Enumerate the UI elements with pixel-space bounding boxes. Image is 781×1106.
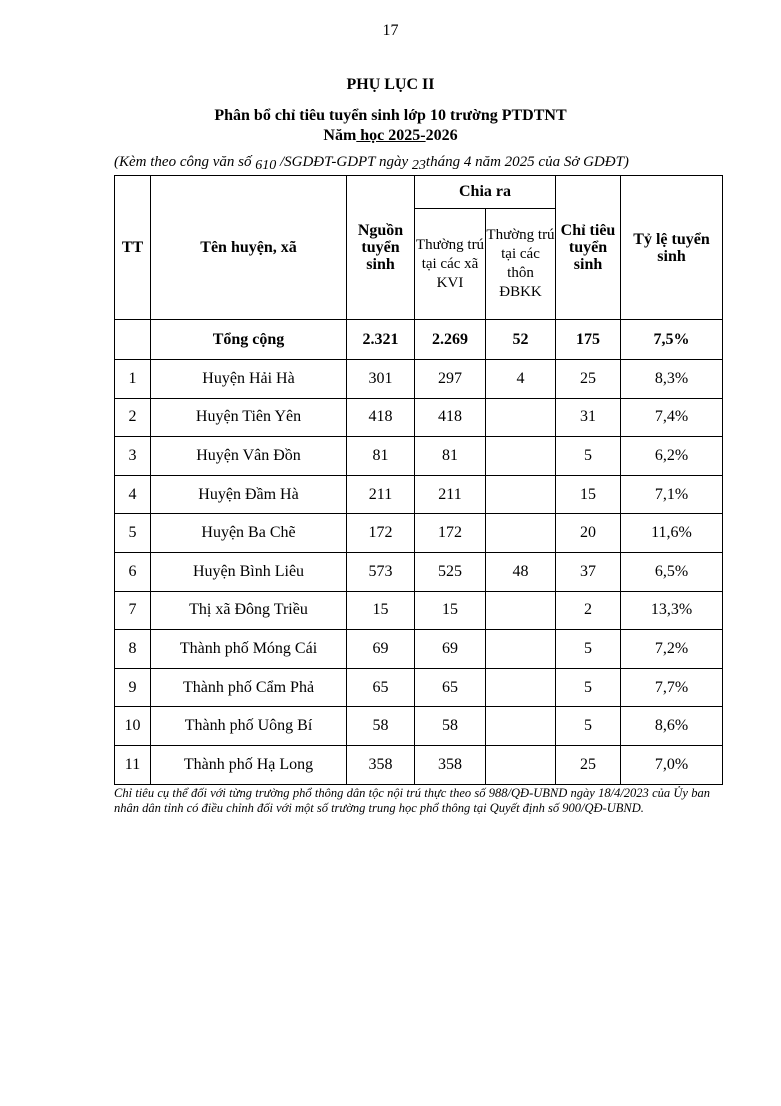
total-quota: 175 bbox=[556, 320, 621, 360]
row-dbkk bbox=[486, 514, 556, 553]
row-ratio: 8,3% bbox=[621, 360, 723, 399]
row-source: 211 bbox=[347, 475, 415, 514]
row-kvi: 211 bbox=[415, 475, 486, 514]
reference-part1: (Kèm theo công văn số bbox=[114, 154, 256, 170]
row-kvi: 15 bbox=[415, 591, 486, 630]
quota-table bbox=[114, 175, 723, 785]
total-tt bbox=[115, 320, 151, 360]
row-dbkk bbox=[486, 668, 556, 707]
row-quota: 20 bbox=[556, 514, 621, 553]
page-number: 17 bbox=[382, 22, 399, 39]
row-source: 172 bbox=[347, 514, 415, 553]
row-name: Huyện Ba Chẽ bbox=[151, 514, 347, 553]
row-name: Thành phố Hạ Long bbox=[151, 745, 347, 784]
row-tt: 8 bbox=[115, 630, 151, 669]
school-year-underlined: học 2025- bbox=[356, 127, 426, 144]
row-name: Thành phố Cẩm Phả bbox=[151, 668, 347, 707]
row-kvi: 297 bbox=[415, 360, 486, 399]
total-ratio: 7,5% bbox=[621, 320, 723, 360]
total-kvi: 2.269 bbox=[415, 320, 486, 360]
row-tt: 7 bbox=[115, 591, 151, 630]
row-ratio: 7,4% bbox=[621, 398, 723, 437]
row-kvi: 58 bbox=[415, 707, 486, 746]
row-ratio: 7,1% bbox=[621, 475, 723, 514]
row-ratio: 6,5% bbox=[621, 552, 723, 591]
row-quota: 15 bbox=[556, 475, 621, 514]
school-year-prefix: Năm bbox=[323, 127, 357, 144]
row-name: Huyện Tiên Yên bbox=[151, 398, 347, 437]
row-ratio: 13,3% bbox=[621, 591, 723, 630]
row-kvi: 358 bbox=[415, 745, 486, 784]
row-quota: 25 bbox=[556, 745, 621, 784]
table-row bbox=[115, 514, 723, 553]
row-source: 573 bbox=[347, 552, 415, 591]
row-quota: 5 bbox=[556, 437, 621, 476]
row-name: Thành phố Uông Bí bbox=[151, 707, 347, 746]
row-dbkk: 4 bbox=[486, 360, 556, 399]
header-name: Tên huyện, xã bbox=[151, 176, 347, 320]
total-dbkk: 52 bbox=[486, 320, 556, 360]
row-kvi: 418 bbox=[415, 398, 486, 437]
school-year-suffix: 2026 bbox=[425, 127, 458, 144]
document-title: Phân bổ chỉ tiêu tuyển sinh lớp 10 trường PTDTNT bbox=[214, 107, 567, 124]
row-quota: 31 bbox=[556, 398, 621, 437]
row-name: Thị xã Đông Triều bbox=[151, 591, 347, 630]
table-row bbox=[115, 360, 723, 399]
row-ratio: 8,6% bbox=[621, 707, 723, 746]
row-name: Huyện Bình Liêu bbox=[151, 552, 347, 591]
row-ratio: 7,2% bbox=[621, 630, 723, 669]
reference-line bbox=[114, 154, 714, 171]
row-source: 65 bbox=[347, 668, 415, 707]
header-kvi: Thường trú tại các xã KVI bbox=[415, 209, 486, 320]
row-source: 358 bbox=[347, 745, 415, 784]
row-quota: 5 bbox=[556, 630, 621, 669]
row-tt: 3 bbox=[115, 437, 151, 476]
row-ratio: 11,6% bbox=[621, 514, 723, 553]
header-dbkk: Thường trú tại các thôn ĐBKK bbox=[486, 209, 556, 320]
row-kvi: 525 bbox=[415, 552, 486, 591]
row-tt: 9 bbox=[115, 668, 151, 707]
row-tt: 5 bbox=[115, 514, 151, 553]
appendix-title: PHỤ LỤC II bbox=[346, 76, 435, 93]
row-name: Thành phố Móng Cái bbox=[151, 630, 347, 669]
row-source: 58 bbox=[347, 707, 415, 746]
total-row bbox=[115, 320, 723, 360]
row-dbkk bbox=[486, 591, 556, 630]
header-quota: Chỉ tiêu tuyển sinh bbox=[556, 176, 621, 320]
row-name: Huyện Vân Đồn bbox=[151, 437, 347, 476]
total-label: Tổng cộng bbox=[151, 320, 347, 360]
row-ratio: 7,7% bbox=[621, 668, 723, 707]
row-tt: 6 bbox=[115, 552, 151, 591]
row-dbkk bbox=[486, 707, 556, 746]
row-source: 301 bbox=[347, 360, 415, 399]
row-name: Huyện Hải Hà bbox=[151, 360, 347, 399]
row-kvi: 69 bbox=[415, 630, 486, 669]
header-ratio: Tỷ lệ tuyển sinh bbox=[621, 176, 723, 320]
table-row bbox=[115, 398, 723, 437]
row-kvi: 81 bbox=[415, 437, 486, 476]
row-source: 418 bbox=[347, 398, 415, 437]
row-dbkk bbox=[486, 398, 556, 437]
row-kvi: 172 bbox=[415, 514, 486, 553]
row-tt: 10 bbox=[115, 707, 151, 746]
row-dbkk: 48 bbox=[486, 552, 556, 591]
row-name: Huyện Đầm Hà bbox=[151, 475, 347, 514]
row-quota: 2 bbox=[556, 591, 621, 630]
row-source: 69 bbox=[347, 630, 415, 669]
reference-part3: tháng 4 năm 2025 của Sở GDĐT) bbox=[425, 154, 629, 170]
header-tt: TT bbox=[115, 176, 151, 320]
table-row bbox=[115, 745, 723, 784]
table-row bbox=[115, 630, 723, 669]
row-kvi: 65 bbox=[415, 668, 486, 707]
row-source: 81 bbox=[347, 437, 415, 476]
table-row bbox=[115, 707, 723, 746]
row-tt: 2 bbox=[115, 398, 151, 437]
row-ratio: 7,0% bbox=[621, 745, 723, 784]
row-quota: 37 bbox=[556, 552, 621, 591]
row-quota: 5 bbox=[556, 668, 621, 707]
row-dbkk bbox=[486, 437, 556, 476]
row-tt: 11 bbox=[115, 745, 151, 784]
row-tt: 4 bbox=[115, 475, 151, 514]
row-dbkk bbox=[486, 630, 556, 669]
row-dbkk bbox=[486, 475, 556, 514]
row-quota: 5 bbox=[556, 707, 621, 746]
reference-number: 610 bbox=[255, 158, 277, 173]
school-year-title bbox=[0, 127, 781, 145]
reference-part2: /SGDĐT-GDPT ngày bbox=[276, 154, 412, 170]
header-split: Chia ra bbox=[415, 176, 556, 209]
table-row bbox=[115, 552, 723, 591]
row-source: 15 bbox=[347, 591, 415, 630]
row-dbkk bbox=[486, 745, 556, 784]
table-row bbox=[115, 437, 723, 476]
row-tt: 1 bbox=[115, 360, 151, 399]
reference-day: 23 bbox=[411, 158, 426, 173]
table-row bbox=[115, 591, 723, 630]
total-source: 2.321 bbox=[347, 320, 415, 360]
table-row bbox=[115, 668, 723, 707]
table-row bbox=[115, 475, 723, 514]
row-ratio: 6,2% bbox=[621, 437, 723, 476]
header-source: Nguồn tuyển sinh bbox=[347, 176, 415, 320]
row-quota: 25 bbox=[556, 360, 621, 399]
footnote: Chỉ tiêu cụ thể đối với từng trường phổ thông dân tộc nội trú thực theo số 988/QĐ-UBND ngày 18/4/2023 của Ủy ban nhân dân tỉnh có điều chỉnh đối với một số trường trung học phổ thông tại Quyết định số 900/QĐ-UBND. bbox=[114, 786, 710, 815]
